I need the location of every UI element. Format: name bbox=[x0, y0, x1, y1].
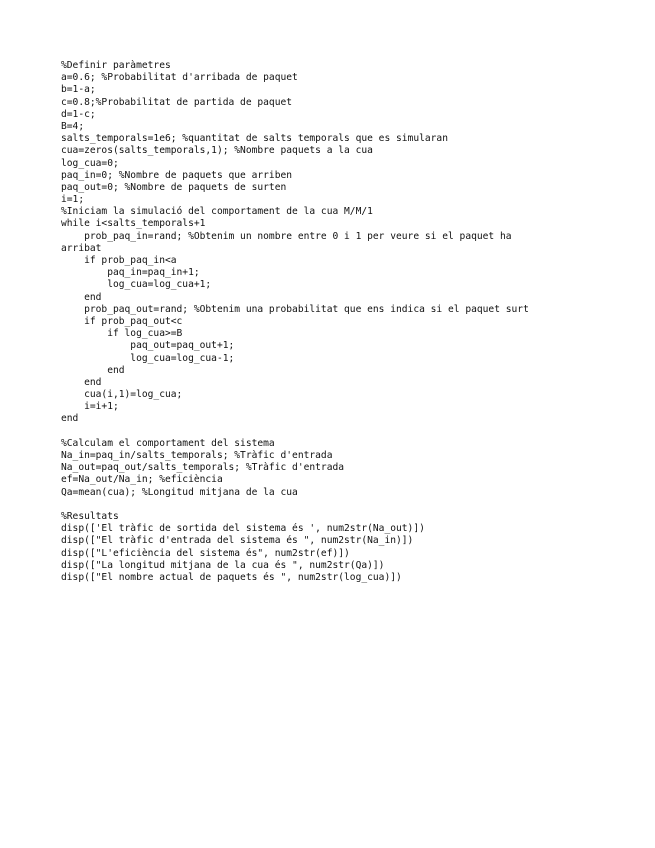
code-line: %Calculam el comportament del sistema bbox=[61, 437, 275, 449]
code-line: Na_out=paq_out/salts_temporals; %Tràfic d'entrada bbox=[61, 462, 345, 474]
code-line: %Iniciam la simulació del comportament de la cua M/M/1 bbox=[61, 206, 373, 218]
code-line: disp(["La longitud mitjana de la cua és ", num2str(Qa)]) bbox=[61, 559, 385, 571]
code-line: cua=zeros(salts_temporals,1); %Nombre paquets a la cua bbox=[61, 145, 373, 157]
code-line: i=1; bbox=[61, 194, 85, 206]
code-line: prob_paq_out=rand; %Obtenim una probabilitat que ens indica si el paquet surt bbox=[61, 303, 529, 315]
code-line: ef=Na_out/Na_in; %eficiència bbox=[61, 474, 223, 486]
code-line: paq_out=paq_out+1; bbox=[61, 340, 235, 352]
code-line: while i<salts_temporals+1 bbox=[61, 218, 206, 230]
code-line: if prob_paq_in<a bbox=[61, 255, 177, 266]
code-line: end bbox=[61, 376, 102, 388]
code-line: disp(["El nombre actual de paquets és ", num2str(log_cua)]) bbox=[61, 571, 402, 583]
code-line: disp(["L'eficiència del sistema és", num2str(ef)]) bbox=[61, 547, 350, 559]
code-line: log_cua=0; bbox=[61, 157, 119, 169]
code-line: c=0.8;%Probabilitat de partida de paquet bbox=[61, 96, 293, 108]
code-line: Qa=mean(cua); %Longitud mitjana de la cua bbox=[61, 486, 298, 498]
code-line: salts_temporals=1e6; %quantitat de salts temporals que es simularan bbox=[61, 133, 448, 145]
code-line: log_cua=log_cua-1; bbox=[61, 352, 235, 364]
code-line: if prob_paq_out<c bbox=[61, 315, 183, 327]
code-line: a=0.6; %Probabilitat d'arribada de paquet bbox=[61, 72, 298, 84]
code-line: log_cua=log_cua+1; bbox=[61, 279, 212, 291]
code-line: i=i+1; bbox=[61, 401, 119, 413]
blank-line bbox=[61, 499, 646, 511]
code-line: prob_paq_in=rand; %Obtenim un nombre entre 0 i 1 per veure si el paquet ha bbox=[61, 230, 512, 242]
code-line: disp(["El tràfic d'entrada del sistema és ", num2str(Na_in)]) bbox=[61, 535, 414, 547]
code-line: paq_out=0; %Nombre de paquets de surten bbox=[61, 181, 287, 193]
blank-line bbox=[61, 426, 646, 438]
code-line: paq_in=paq_in+1; bbox=[61, 267, 200, 279]
code-line: %Resultats bbox=[61, 510, 119, 522]
code-line: Na_in=paq_in/salts_temporals; %Tràfic d'entrada bbox=[61, 450, 333, 461]
code-line: B=4; bbox=[61, 120, 85, 132]
code-line: cua(i,1)=log_cua; bbox=[61, 389, 183, 401]
code-line: end bbox=[61, 291, 102, 303]
code-line: %Definir paràmetres bbox=[61, 60, 171, 71]
code-line: arribat bbox=[61, 242, 102, 254]
code-line: end bbox=[61, 364, 125, 376]
code-line: disp(['El tràfic de sortida del sistema és ', num2str(Na_out)]) bbox=[61, 523, 425, 535]
code-line: d=1-c; bbox=[61, 108, 96, 120]
code-line: if log_cua>=B bbox=[61, 328, 183, 340]
code-line: end bbox=[61, 413, 79, 425]
code-listing bbox=[61, 60, 646, 584]
code-line: paq_in=0; %Nombre de paquets que arriben bbox=[61, 169, 293, 181]
code-line: b=1-a; bbox=[61, 84, 96, 96]
